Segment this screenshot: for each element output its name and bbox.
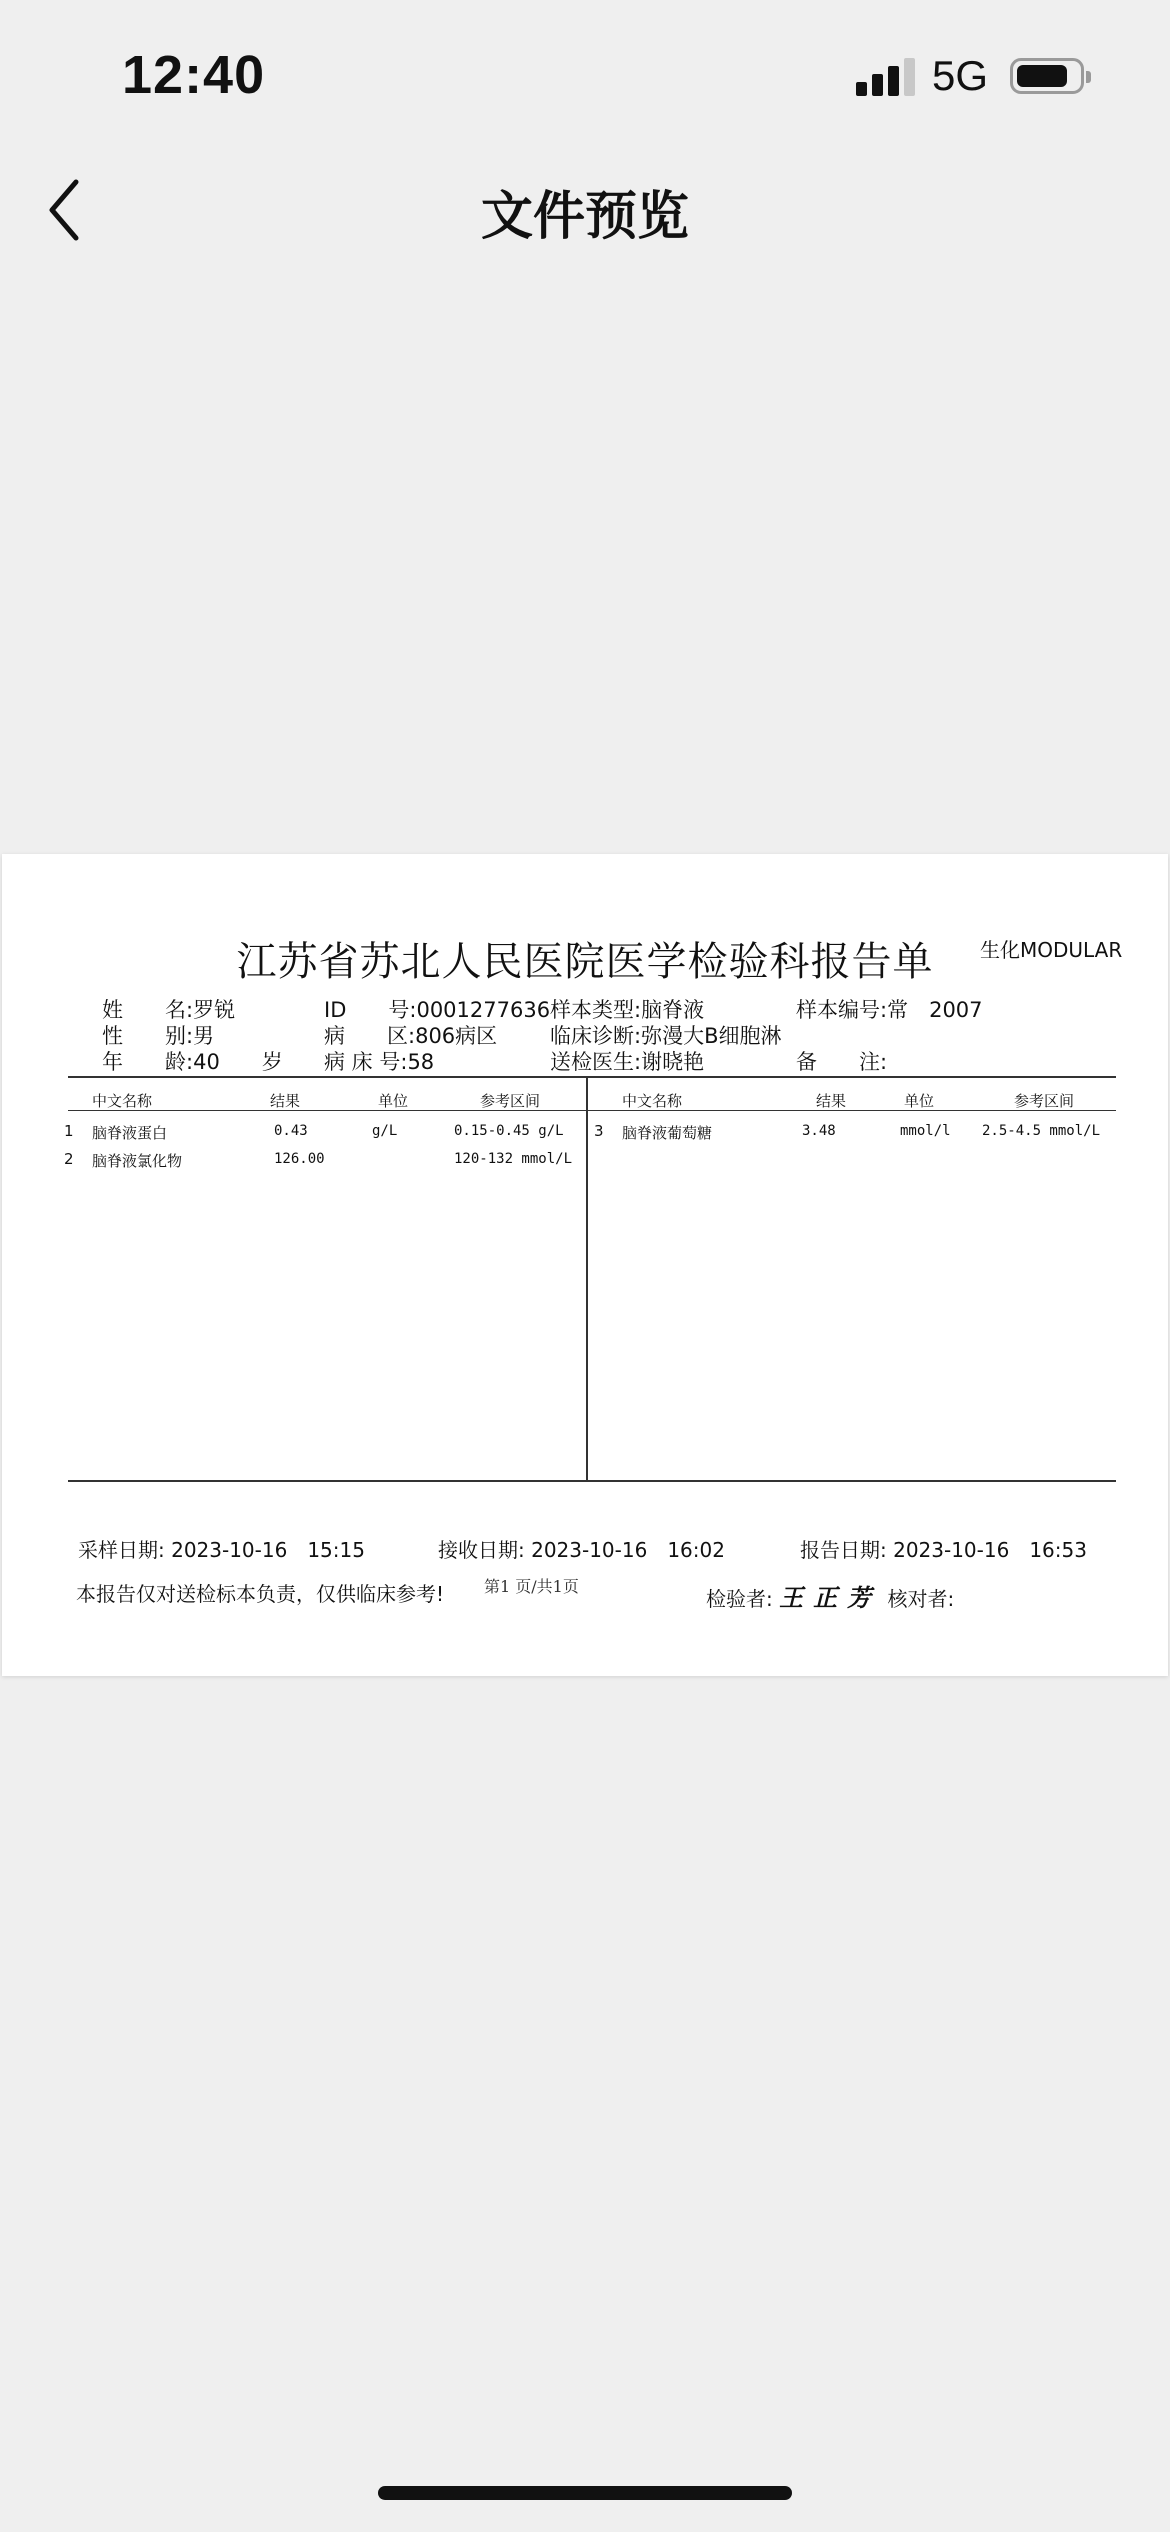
test-result: 0.43: [274, 1123, 308, 1139]
test-range: 2.5-4.5 mmol/L: [982, 1123, 1101, 1139]
test-range: 0.15-0.45 g/L: [454, 1123, 564, 1139]
page-title: 文件预览: [480, 187, 689, 247]
row-number: 2: [64, 1150, 74, 1168]
document-preview[interactable]: [2, 854, 1168, 1676]
patient-bed: 病 床 号:58: [324, 1050, 435, 1074]
row-number: 3: [594, 1122, 604, 1140]
test-name: 脑脊液氯化物: [92, 1152, 183, 1170]
status-time: 12:40: [122, 45, 266, 105]
sample-type: 样本类型:脑脊液: [550, 998, 705, 1022]
inspector: [706, 1578, 954, 1613]
battery-icon: [1010, 58, 1084, 94]
table-column-divider: [586, 1076, 588, 1480]
referring-doctor: 送检医生:谢晓艳: [550, 1050, 705, 1074]
page-number: 第1 页/共1页: [484, 1577, 579, 1596]
patient-ward: 病 区:806病区: [324, 1024, 498, 1048]
row-number: 1: [64, 1122, 74, 1140]
table-top-rule: [68, 1076, 1116, 1078]
nav-bar: [0, 150, 1170, 270]
col-result-right: 结果: [816, 1092, 847, 1110]
remark: 备 注:: [796, 1050, 888, 1074]
patient-id: ID 号:0001277636: [324, 998, 551, 1022]
home-indicator[interactable]: [378, 2486, 792, 2500]
status-bar: [0, 0, 1170, 150]
col-range-left: 参考区间: [480, 1092, 541, 1110]
test-unit: mmol/l: [900, 1123, 951, 1139]
inspector-signature: 王正芳: [779, 1583, 882, 1612]
col-result-left: 结果: [270, 1092, 301, 1110]
patient-sex: 性 别:男: [102, 1024, 215, 1048]
checker-label: 核对者:: [887, 1587, 955, 1611]
report-tag: 生化MODULAR: [980, 938, 1123, 962]
table-bottom-rule: [68, 1480, 1116, 1482]
clinical-diagnosis: 临床诊断:弥漫大B细胞淋: [550, 1024, 782, 1048]
table-header-rule: [68, 1110, 1116, 1111]
col-name-left: 中文名称: [92, 1092, 153, 1110]
sample-number: 样本编号:常 2007: [796, 998, 983, 1022]
inspector-label: 检验者:: [706, 1587, 773, 1611]
cellular-signal-icon: [856, 58, 916, 96]
report-date: 报告日期: 2023-10-16 16:53: [800, 1538, 1087, 1562]
receive-date: 接收日期: 2023-10-16 16:02: [438, 1538, 725, 1562]
test-unit: g/L: [372, 1123, 398, 1139]
report-title: 江苏省苏北人民医院医学检验科报告单: [236, 939, 934, 985]
test-name: 脑脊液蛋白: [92, 1124, 168, 1142]
sample-date: 采样日期: 2023-10-16 15:15: [78, 1538, 365, 1562]
patient-age: 年 龄:40 岁: [102, 1050, 283, 1074]
patient-name: 姓 名:罗锐: [102, 998, 236, 1022]
col-name-right: 中文名称: [622, 1092, 683, 1110]
test-range: 120-132 mmol/L: [454, 1151, 573, 1167]
test-name: 脑脊液葡萄糖: [622, 1124, 713, 1142]
col-range-right: 参考区间: [1014, 1092, 1075, 1110]
col-unit-right: 单位: [904, 1092, 935, 1110]
col-unit-left: 单位: [378, 1092, 409, 1110]
disclaimer: 本报告仅对送检标本负责，仅供临床参考!: [76, 1582, 445, 1606]
network-type: 5G: [932, 52, 989, 99]
test-result: 126.00: [274, 1151, 325, 1167]
test-result: 3.48: [802, 1123, 836, 1139]
